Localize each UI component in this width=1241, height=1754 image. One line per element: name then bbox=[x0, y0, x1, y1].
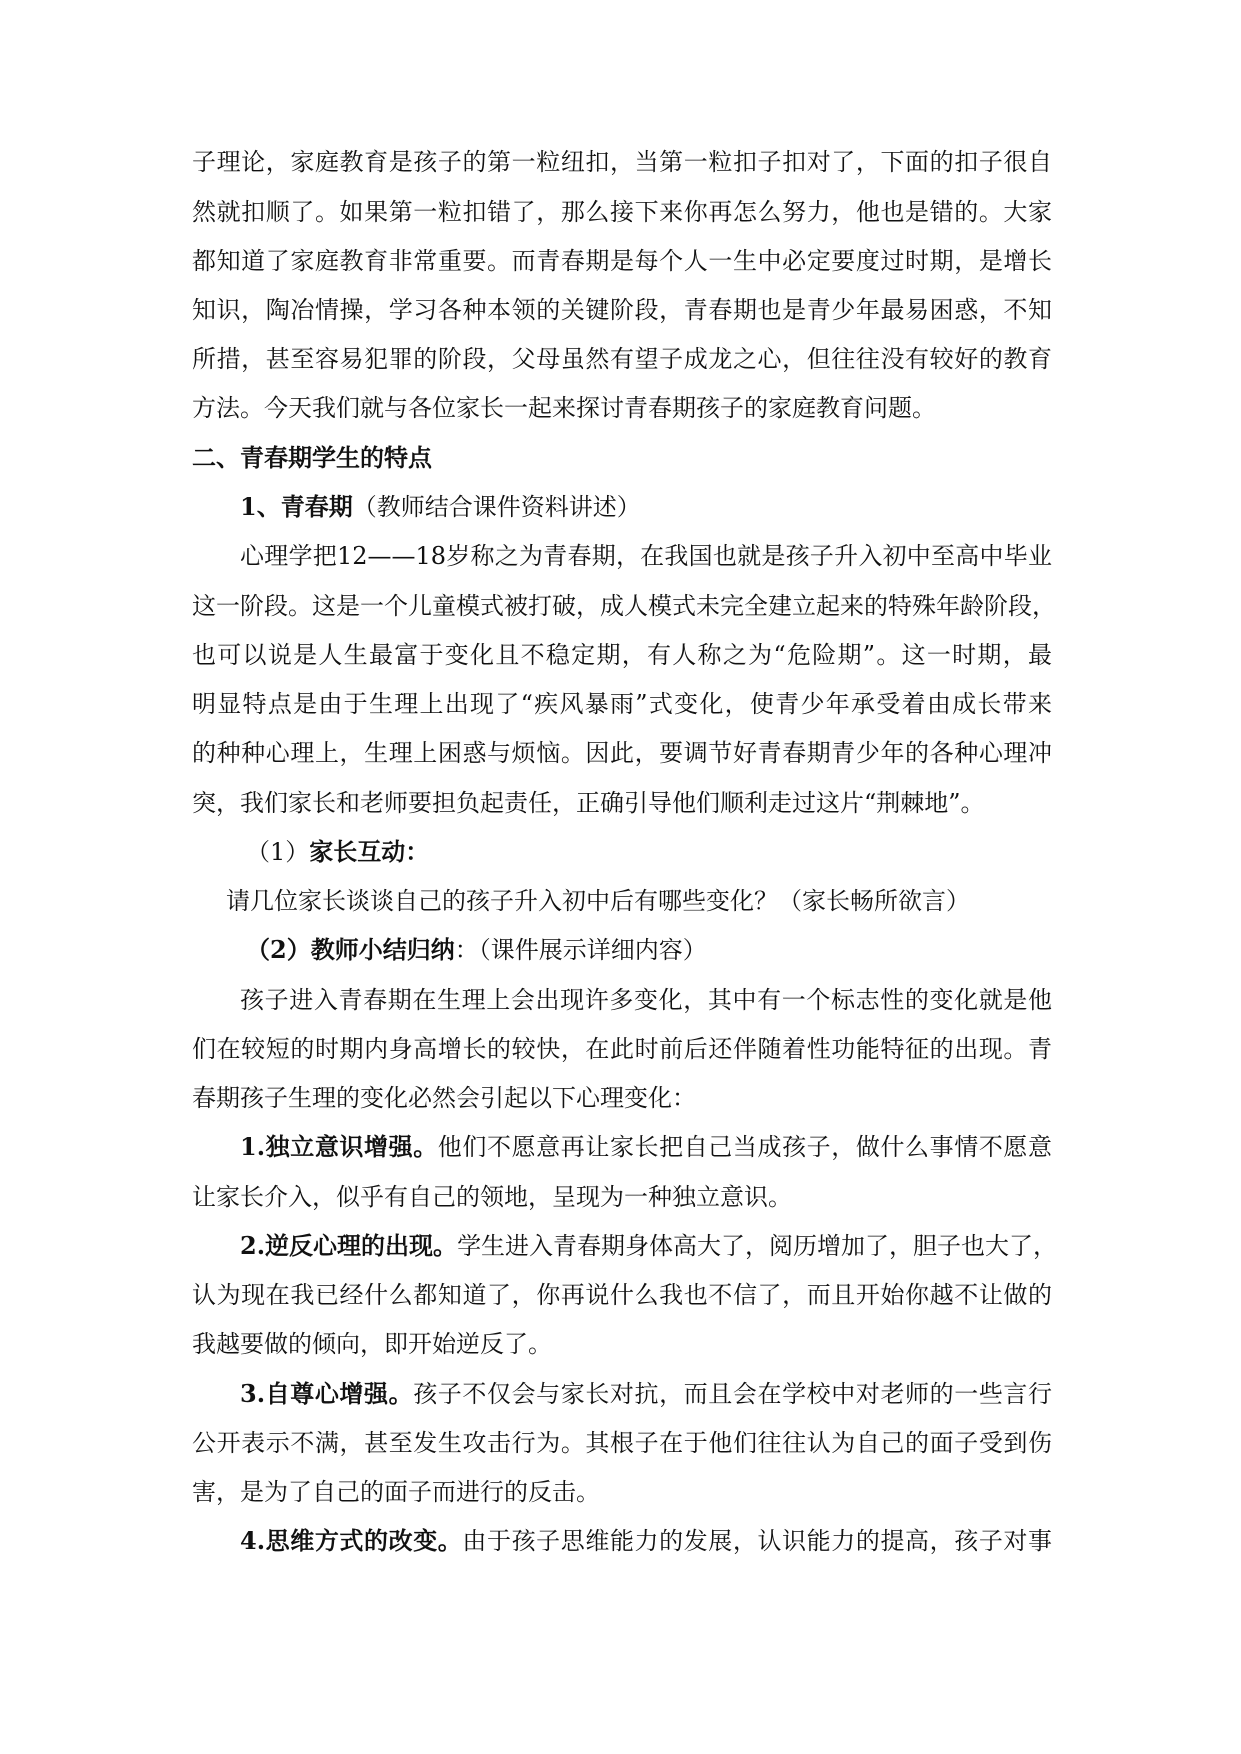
subheading bbox=[240, 489, 1052, 525]
paragraph-line: 都知道了家庭教育非常重要。而青春期是每个人一生中必定要度过时期，是增长 bbox=[192, 247, 1052, 275]
list-item-number: （2） bbox=[246, 935, 311, 964]
paragraph-line: 公开表示不满，甚至发生攻击行为。其根子在于他们往往认为自己的面子受到伤 bbox=[192, 1429, 1052, 1457]
paragraph-line: 然就扣顺了。如果第一粒扣错了，那么接下来你再怎么努力，他也是错的。大家 bbox=[192, 198, 1052, 226]
list-item-label: 1.独立意识增强。 bbox=[240, 1132, 438, 1161]
paragraph-line: 们在较短的时期内身高增长的较快，在此时前后还伴随着性功能特征的出现。青 bbox=[192, 1035, 1052, 1063]
paragraph-line: 这一阶段。这是一个儿童模式被打破，成人模式未完全建立起来的特殊年龄阶段， bbox=[192, 592, 1056, 620]
paragraph-line: 春期孩子生理的变化必然会引起以下心理变化： bbox=[192, 1084, 696, 1112]
paragraph-line: 所措，甚至容易犯罪的阶段，父母虽然有望子成龙之心，但往往没有较好的教育 bbox=[192, 345, 1052, 373]
list-item-label: 3.自尊心增强。 bbox=[240, 1379, 414, 1408]
subheading-note: （教师结合课件资料讲述） bbox=[352, 493, 641, 521]
paragraph-line: 子理论，家庭教育是孩子的第一粒纽扣，当第一粒扣子扣对了，下面的扣子很自 bbox=[192, 148, 1052, 176]
list-item bbox=[240, 1228, 1058, 1264]
list-item-text: 学生进入青春期身体高大了，阅历增加了，胆子也大了， bbox=[457, 1232, 1058, 1260]
list-item-note: ：（课件展示详细内容） bbox=[454, 936, 707, 964]
list-item-text: 由于孩子思维能力的发展，认识能力的提高，孩子对事 bbox=[462, 1527, 1053, 1555]
paragraph-line: 请几位家长谈谈自己的孩子升入初中后有哪些变化？（家长畅所欲言） bbox=[226, 887, 970, 915]
list-item-label: 4.思维方式的改变。 bbox=[240, 1526, 463, 1555]
list-item-heading bbox=[246, 834, 1052, 870]
section-heading: 二、青春期学生的特点 bbox=[192, 443, 432, 472]
list-item bbox=[240, 1523, 1052, 1559]
paragraph-line: 害，是为了自己的面子而进行的反击。 bbox=[192, 1478, 600, 1506]
list-item-heading bbox=[246, 932, 1052, 968]
paragraph-line: 心理学把12——18岁称之为青春期，在我国也就是孩子升入初中至高中毕业 bbox=[240, 542, 1052, 570]
paragraph-line: 孩子进入青春期在生理上会出现许多变化，其中有一个标志性的变化就是他 bbox=[240, 986, 1052, 1014]
paragraph-line: 方法。今天我们就与各位家长一起来探讨青春期孩子的家庭教育问题。 bbox=[192, 394, 936, 422]
list-item-label: 家长互动： bbox=[309, 837, 430, 866]
list-item-label: 教师小结归纳 bbox=[310, 935, 455, 964]
paragraph-line: 知识，陶冶情操，学习各种本领的关键阶段，青春期也是青少年最易困惑，不知 bbox=[192, 296, 1052, 324]
list-item-text: 他们不愿意再让家长把自己当成孩子，做什么事情不愿意 bbox=[437, 1133, 1052, 1161]
paragraph-line: 明显特点是由于生理上出现了“疾风暴雨”式变化，使青少年承受着由成长带来 bbox=[192, 690, 1052, 718]
list-item-text: 孩子不仅会与家长对抗，而且会在学校中对老师的一些言行 bbox=[413, 1380, 1052, 1408]
list-item bbox=[240, 1129, 1052, 1165]
paragraph-line: 突，我们家长和老师要担负起责任，正确引导他们顺利走过这片“荆棘地”。 bbox=[192, 789, 985, 817]
paragraph-line: 的种种心理上，生理上困惑与烦恼。因此，要调节好青春期青少年的各种心理冲 bbox=[192, 739, 1052, 767]
list-item-label: 2.逆反心理的出现。 bbox=[240, 1231, 458, 1260]
paragraph-line: 也可以说是人生最富于变化且不稳定期，有人称之为“危险期”。这一时期，最 bbox=[192, 641, 1052, 669]
list-item-number: （1） bbox=[246, 838, 310, 866]
paragraph-line: 我越要做的倾向，即开始逆反了。 bbox=[192, 1330, 552, 1358]
list-item bbox=[240, 1376, 1052, 1412]
paragraph-line: 认为现在我已经什么都知道了，你再说什么我也不信了，而且开始你越不让做的 bbox=[192, 1281, 1052, 1309]
subheading-label: 1、青春期 bbox=[240, 492, 353, 521]
paragraph-line: 让家长介入，似乎有自己的领地，呈现为一种独立意识。 bbox=[192, 1183, 792, 1211]
